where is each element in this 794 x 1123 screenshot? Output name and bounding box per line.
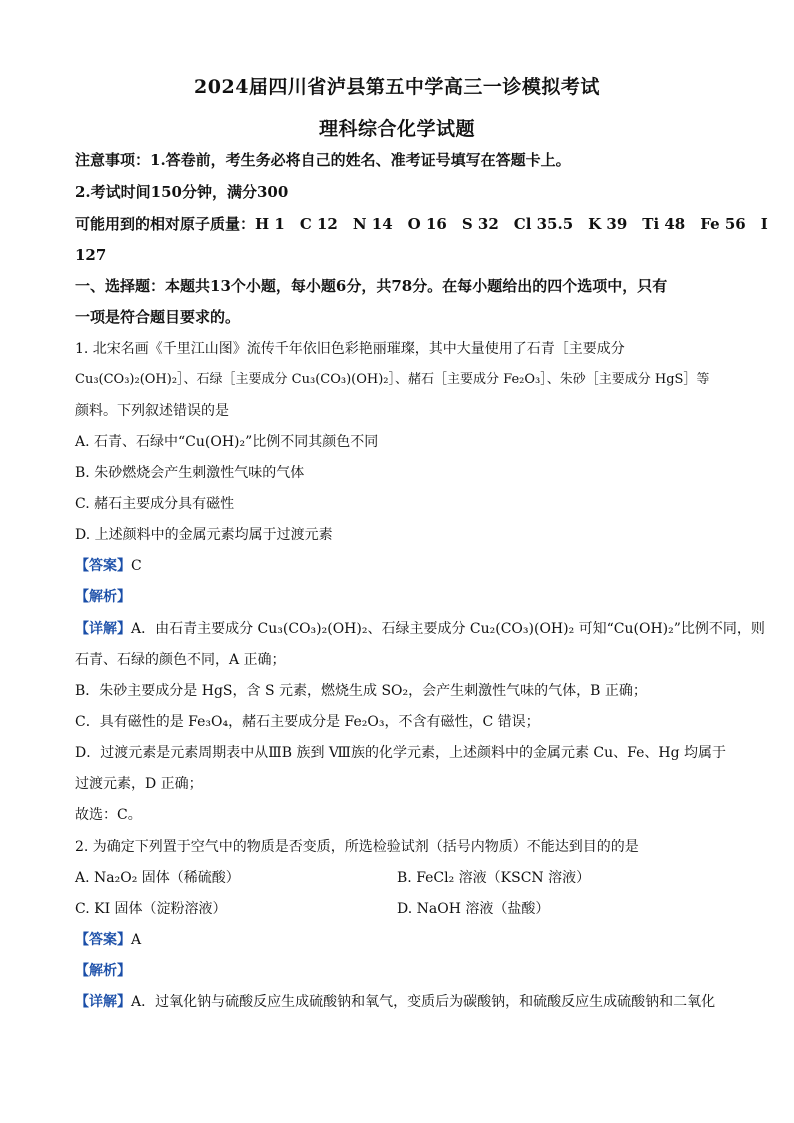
q1-option-a: A. 石青、石绿中“Cu(OH)₂”比例不同其颜色不同 xyxy=(75,434,379,450)
q1-detail-3: B．朱砂主要成分是 HgS，含 S 元素，燃烧生成 SO₂，会产生刺激性气味的气体，B 正确； xyxy=(75,683,647,699)
q1-option-d: D. 上述颜料中的金属元素均属于过渡元素 xyxy=(75,527,333,543)
section-heading-1: 一、选择题：本题共13个小题，每小题6分，共78分。在每小题给出的四个选项中，只有 xyxy=(75,277,668,295)
q2-detail-1 xyxy=(75,992,725,1012)
detail-text: A．由石青主要成分 Cu₃(CO₃)₂(OH)₂、石绿主要成分 Cu₂(CO₃)(OH)₂ 可知“Cu(OH)₂”比例不同，则 xyxy=(131,621,765,637)
q2-options-row-2 xyxy=(75,899,725,919)
detail-text: A．过氧化钠与硫酸反应生成硫酸钠和氧气，变质后为碳酸钠，和硫酸反应生成硫酸钠和二氧化 xyxy=(131,994,716,1010)
notice-line-1: 注意事项：1.答卷前，考生务必将自己的姓名、准考证号填写在答题卡上。 xyxy=(75,151,571,169)
notice-line-2: 2.考试时间150分钟，满分300 xyxy=(75,183,289,201)
notice-line-3: 可能用到的相对原子质量：H 1 C 12 N 14 O 16 S 32 Cl 35.5 K 39 Ti 48 Fe 56 I xyxy=(75,215,768,233)
q2-stem: 2. 为确定下列置于空气中的物质是否变质，所选检验试剂（括号内物质）不能达到目的的是 xyxy=(75,839,639,855)
q1-answer xyxy=(75,556,725,576)
q1-detail-6: 过渡元素，D 正确； xyxy=(75,776,203,792)
detail-label: 【详解】 xyxy=(75,621,131,637)
q2-answer xyxy=(75,930,725,950)
q1-option-b: B. 朱砂燃烧会产生刺激性气味的气体 xyxy=(75,465,305,481)
q1-option-c: C. 赭石主要成分具有磁性 xyxy=(75,496,235,512)
answer-value: A xyxy=(131,932,142,948)
document-title: 2024届四川省泸县第五中学高三一诊模拟考试 xyxy=(194,76,600,98)
document-subtitle: 理科综合化学试题 xyxy=(318,118,475,140)
q2-options-row-1 xyxy=(75,868,725,888)
analysis-label: 【解析】 xyxy=(75,589,131,605)
q1-conclusion: 故选：C。 xyxy=(75,807,142,823)
q1-detail-2: 石青、石绿的颜色不同，A 正确； xyxy=(75,652,286,668)
q2-option-c: C. KI 固体（淀粉溶液） xyxy=(75,901,227,917)
q1-detail-4: C．具有磁性的是 Fe₃O₄，赭石主要成分是 Fe₂O₃，不含有磁性，C 错误； xyxy=(75,714,540,730)
section-heading-2: 一项是符合题目要求的。 xyxy=(75,308,241,326)
q1-stem-2: Cu₃(CO₃)₂(OH)₂］、石绿［主要成分 Cu₃(CO₃)(OH)₂］、赭石［主要成分 Fe₂O₃］、朱砂［主要成分 HgS］等 xyxy=(75,372,710,387)
q1-stem-1: 1. 北宋名画《千里江山图》流传千年依旧色彩艳丽璀璨，其中大量使用了石青［主要成分 xyxy=(75,341,625,357)
answer-label: 【答案】 xyxy=(75,932,131,948)
q1-detail-5: D．过渡元素是元素周期表中从ⅢB 族到 Ⅷ族的化学元素，上述颜料中的金属元素 Cu、Fe、Hg 均属于 xyxy=(75,745,726,761)
q2-option-d: D. NaOH 溶液（盐酸） xyxy=(397,901,550,917)
q2-option-a: A. Na₂O₂ 固体（稀硫酸） xyxy=(75,870,240,886)
notice-line-3b: 127 xyxy=(75,246,107,264)
q2-analysis xyxy=(75,961,725,981)
detail-label: 【详解】 xyxy=(75,994,131,1010)
analysis-label: 【解析】 xyxy=(75,963,131,979)
answer-label: 【答案】 xyxy=(75,558,131,574)
answer-value: C xyxy=(131,558,142,574)
q2-option-b: B. FeCl₂ 溶液（KSCN 溶液） xyxy=(397,870,591,886)
q1-analysis xyxy=(75,587,725,607)
q1-detail-1 xyxy=(75,619,765,639)
q1-stem-3: 颜料。下列叙述错误的是 xyxy=(75,403,229,419)
